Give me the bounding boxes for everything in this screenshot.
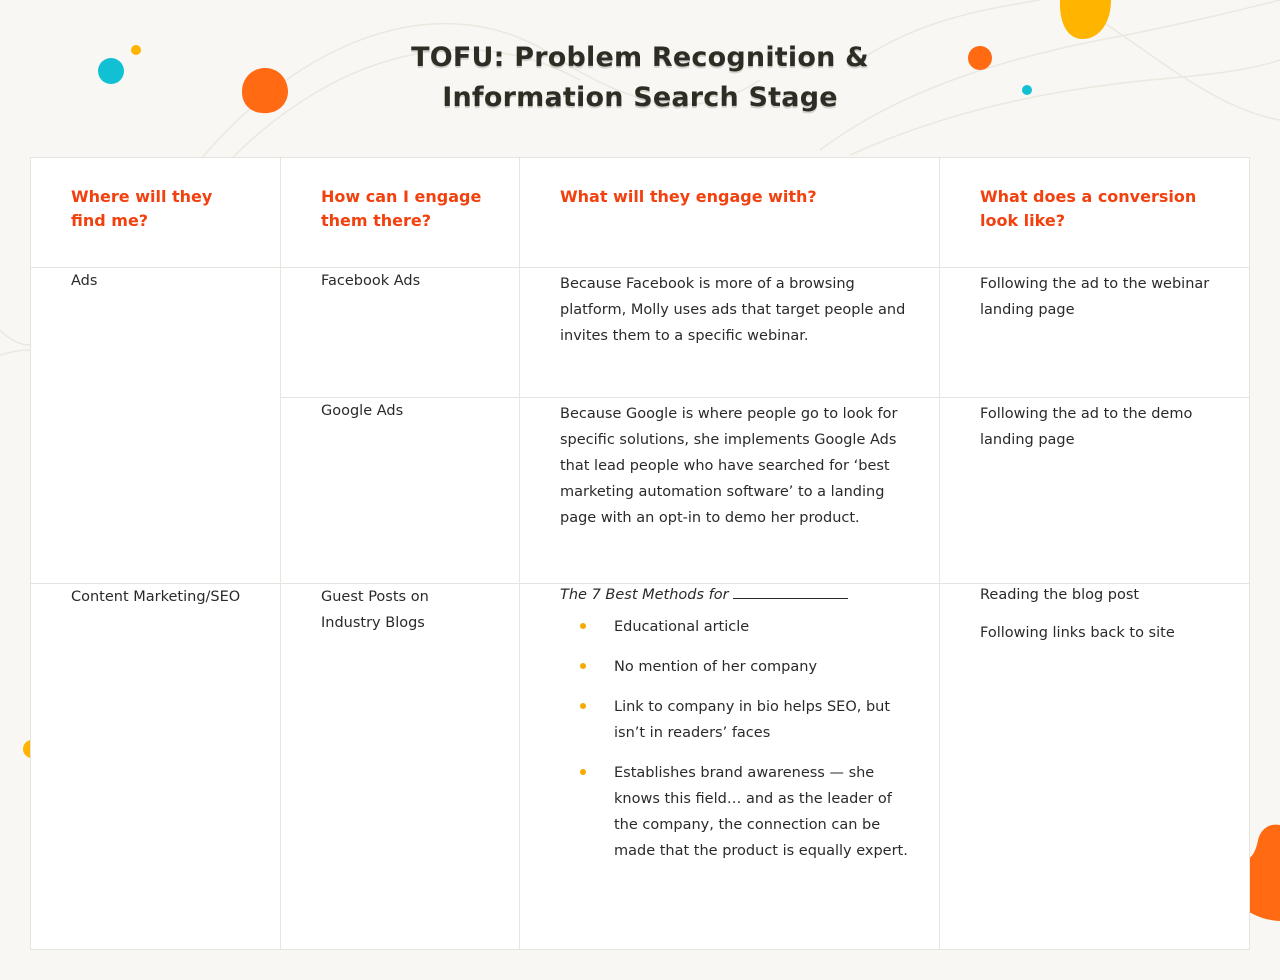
blank-line bbox=[733, 584, 848, 599]
engagement-text: Because Google is where people go to look for specific solutions, she implements Google Ads that lead people who have searched for ‘best marketing automation software’ to a landing page with an opt-in to demo her product. bbox=[560, 406, 898, 526]
table-row bbox=[31, 268, 1250, 398]
engagement-bullets bbox=[560, 614, 909, 864]
list-item: Establishes brand awareness — she knows this field… and as the leader of the company, the connection can be made that the product is equally expert. bbox=[560, 760, 909, 864]
tactic-guest-posts: Guest Posts on Industry Blogs bbox=[321, 589, 429, 631]
cell-what bbox=[520, 398, 940, 584]
cell-where bbox=[31, 584, 281, 950]
conversion-text: Following the ad to the demo landing page bbox=[980, 406, 1193, 448]
engagement-text: Because Facebook is more of a browsing platform, Molly uses ads that target people and invites them to a specific webinar. bbox=[560, 276, 906, 344]
cell-how bbox=[281, 398, 520, 584]
tactic-facebook-ads: Facebook Ads bbox=[321, 273, 421, 289]
list-item: No mention of her company bbox=[560, 654, 909, 680]
cell-what bbox=[520, 584, 940, 950]
title-line: Information Search Stage bbox=[442, 82, 838, 113]
blog-post-title: The 7 Best Methods for bbox=[560, 582, 909, 608]
wave-line bbox=[0, 330, 30, 345]
header-what: What will they engage with? bbox=[520, 158, 940, 268]
cell-how bbox=[281, 584, 520, 950]
list-item: Educational article bbox=[560, 614, 909, 640]
page-title bbox=[0, 38, 1280, 118]
cell-conversion bbox=[940, 584, 1250, 950]
cell-conversion bbox=[940, 268, 1250, 398]
title-line: TOFU: Problem Recognition & bbox=[411, 42, 869, 73]
conversion-text: Following links back to site bbox=[980, 625, 1175, 641]
channel-ads: Ads bbox=[71, 273, 98, 289]
stage-table bbox=[30, 157, 1250, 950]
bullet-icon bbox=[580, 703, 586, 709]
list-item: Link to company in bio helps SEO, but isn’t in readers’ faces bbox=[560, 694, 909, 746]
channel-content-marketing: Content Marketing/SEO bbox=[71, 589, 241, 605]
conversion-text: Reading the blog post bbox=[980, 587, 1140, 603]
header-where: Where will they find me? bbox=[31, 158, 281, 268]
wave-line bbox=[0, 350, 30, 355]
cell-where bbox=[31, 268, 281, 584]
bullet-icon bbox=[580, 623, 586, 629]
table-row bbox=[31, 584, 1250, 950]
tactic-google-ads: Google Ads bbox=[321, 403, 404, 419]
header-how: How can I engage them there? bbox=[281, 158, 520, 268]
header-conversion: What does a conversion look like? bbox=[940, 158, 1250, 268]
cell-how bbox=[281, 268, 520, 398]
cell-what bbox=[520, 268, 940, 398]
bullet-icon bbox=[580, 769, 586, 775]
bullet-icon bbox=[580, 663, 586, 669]
conversion-text: Following the ad to the webinar landing page bbox=[980, 276, 1210, 318]
header-row bbox=[31, 158, 1250, 268]
cell-conversion bbox=[940, 398, 1250, 584]
yellow-blob bbox=[1060, 0, 1111, 39]
